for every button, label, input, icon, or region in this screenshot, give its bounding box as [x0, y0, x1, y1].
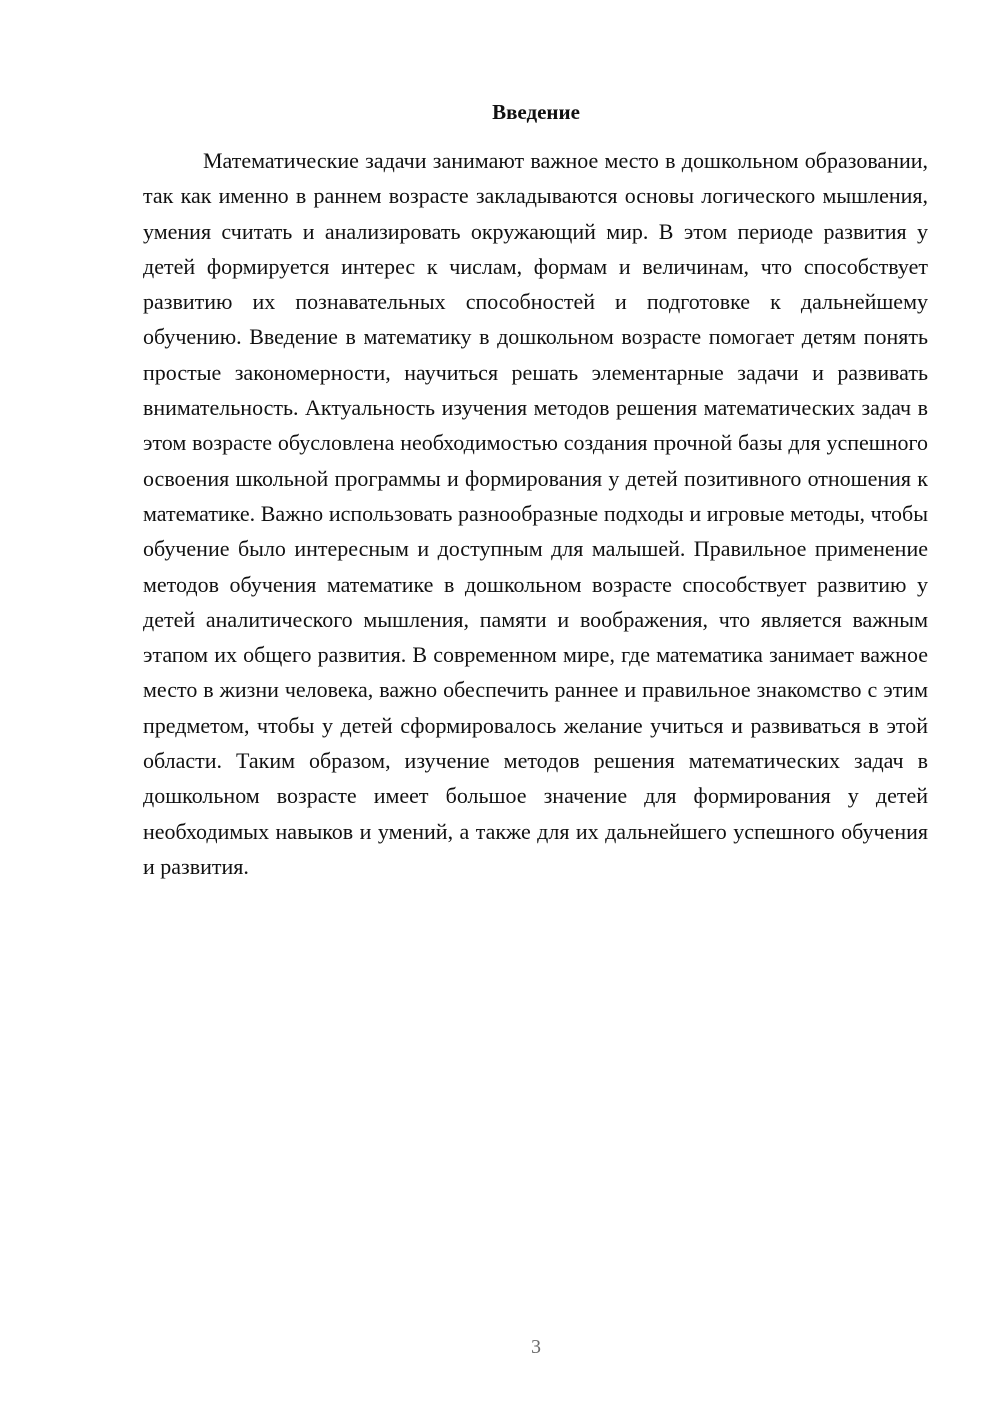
body-paragraph: Математические задачи занимают важное место в дошкольном образовании, так как именно в раннем возрасте закладываются основы логического мышления, умения считать и анализировать окружающий мир. В этом периоде развития у детей формируется интерес к числам, формам и величинам, что способствует развитию их познавательных способностей и подготовке к дальнейшему обучению. Введение в математику в дошкольном возрасте помогает детям понять простые закономерности, научиться решать элементарные задачи и развивать внимательность. Актуальность изучения методов решения математических задач в этом возрасте обусловлена необходимостью создания прочной базы для успешного освоения школьной программы и формирования у детей позитивного отношения к математике. Важно использовать разнообразные подходы и игровые методы, чтобы обучение было интересным и доступным для малышей. Правильное применение методов обучения математике в дошкольном возрасте способствует развитию у детей аналитического мышления, памяти и воображения, что является важным этапом их общего развития. В современном мире, где математика занимает важное место в жизни человека, важно обеспечить раннее и правильное знакомство с этим предметом, чтобы у детей сформировалось желание учиться и развиваться в этой области. Таким образом, изучение методов решения математических задач в дошкольном возрасте имеет большое значение для формирования у детей необходимых навыков и умений, а также для их дальнейшего успешного обучения и развития. — [143, 148, 928, 879]
page-number: 3 — [531, 1336, 541, 1358]
section-heading: Введение — [492, 100, 580, 124]
